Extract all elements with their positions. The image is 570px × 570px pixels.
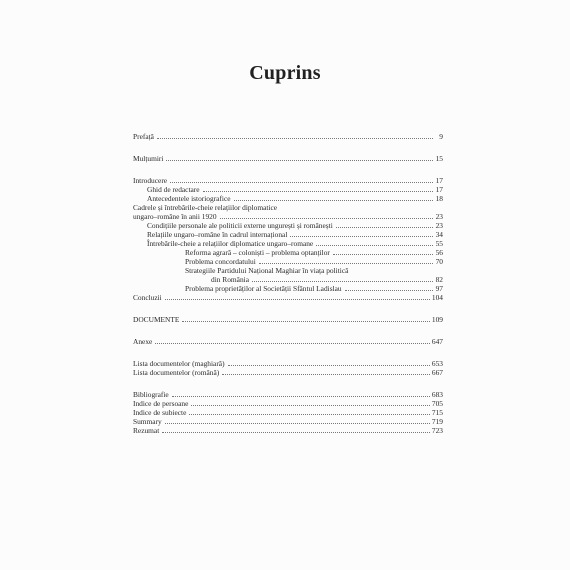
dot-leader (336, 227, 433, 228)
toc-label: Reforma agrară – coloniști – problema optanților (185, 248, 330, 257)
toc-entry-reforma (133, 248, 443, 257)
toc-label: Mulțumiri (133, 154, 164, 163)
toc-page-number: 97 (435, 284, 443, 293)
dot-leader (172, 396, 430, 397)
toc-page-number: 17 (435, 185, 443, 194)
toc-entry-intrebarile (133, 239, 443, 248)
toc-entry-summary (133, 417, 443, 426)
toc-page-number: 719 (431, 417, 443, 426)
dot-leader (228, 365, 430, 366)
toc-entry-bibliografie (133, 390, 443, 399)
dot-leader (345, 290, 433, 291)
toc-page-number: 667 (431, 368, 443, 377)
dot-leader (191, 405, 430, 406)
toc-page-number: 23 (435, 221, 443, 230)
toc-label: Condițiile personale ale politicii externe ungurești și românești (147, 221, 333, 230)
toc-label: DOCUMENTE (133, 315, 180, 324)
toc-label: din România (211, 275, 249, 284)
toc-page-number: 18 (435, 194, 443, 203)
toc-page-number: 82 (435, 275, 443, 284)
dot-leader (234, 200, 433, 201)
dot-leader (259, 263, 433, 264)
dot-leader (155, 343, 430, 344)
toc-label: Problema proprietăților al Societății Sfântul Ladislau (185, 284, 342, 293)
dot-leader (316, 245, 433, 246)
toc-page-number: 723 (431, 426, 443, 435)
toc-label: Indice de subiecte (133, 408, 187, 417)
toc-page-number: 17 (435, 176, 443, 185)
dot-leader (252, 281, 433, 282)
toc-entry-relatiile (133, 230, 443, 239)
dot-leader (220, 218, 433, 219)
toc-entry-lista-romana (133, 368, 443, 377)
toc-entry-indice-persoane (133, 399, 443, 408)
toc-entry-indice-subiecte (133, 408, 443, 417)
toc-label: Anexe (133, 337, 153, 346)
toc-entry-multumiri (133, 154, 443, 163)
dot-leader (189, 414, 430, 415)
dot-leader (165, 423, 430, 424)
toc-entry-introducere (133, 176, 443, 185)
dot-leader (203, 191, 433, 192)
toc-entry-proprietatilor (133, 284, 443, 293)
dot-leader (166, 160, 433, 161)
toc-label: Prefață (133, 132, 154, 141)
toc-entry-concluzii (133, 293, 443, 302)
dot-leader (157, 138, 433, 139)
toc-page-number: 715 (431, 408, 443, 417)
toc-label: ungaro–române în anii 1920 (133, 212, 217, 221)
toc-label: Relațiile ungaro–române în cadrul internațional (147, 230, 288, 239)
dot-leader (222, 374, 430, 375)
toc-entry-lista-maghiara (133, 359, 443, 368)
toc-label: Lista documentelor (maghiară) (133, 359, 225, 368)
toc-label: Indice de persoane (133, 399, 189, 408)
toc-label: Concluzii (133, 293, 162, 302)
toc-page-number: 34 (435, 230, 443, 239)
toc-entry-concordat (133, 257, 443, 266)
toc-page-number: 56 (435, 248, 443, 257)
toc-page-number: 653 (431, 359, 443, 368)
toc-label: Problema concordatului (185, 257, 256, 266)
toc-page-number: 705 (431, 399, 443, 408)
toc-label: Bibliografie (133, 390, 169, 399)
toc-entry-documente (133, 315, 443, 324)
toc-page-number: 9 (439, 132, 443, 141)
toc-label: Summary (133, 417, 162, 426)
dot-leader (182, 321, 430, 322)
dot-leader (290, 236, 433, 237)
toc-page-number: 15 (435, 154, 443, 163)
toc-page-number: 104 (431, 293, 443, 302)
toc-page-number: 647 (431, 337, 443, 346)
toc-label: Rezumat (133, 426, 160, 435)
toc-label: Lista documentelor (română) (133, 368, 220, 377)
toc-entry-cadrele (133, 212, 443, 221)
toc-entry-strategiile-line1: Strategiile Partidului Național Maghiar în viața politică (185, 266, 349, 275)
dot-leader (162, 432, 430, 433)
page-title: Cuprins (249, 62, 321, 84)
toc-entry-rezumat (133, 426, 443, 435)
toc-page-number: 23 (435, 212, 443, 221)
toc-label: Ghid de redactare (147, 185, 200, 194)
toc-page-number: 55 (435, 239, 443, 248)
toc-page-number: 109 (431, 315, 443, 324)
toc-page-number: 70 (435, 257, 443, 266)
toc-page-number: 683 (431, 390, 443, 399)
toc-entry-cadrele-line1: Cadrele și întrebările-cheie relațiilor diplomatice (133, 203, 278, 212)
toc-entry-strategiile (133, 275, 443, 284)
toc-entry-antecedentele (133, 194, 443, 203)
toc-entry-conditiile (133, 221, 443, 230)
dot-leader (333, 254, 433, 255)
toc-label: Întrebările-cheie a relațiilor diplomatice ungaro–romane (147, 239, 314, 248)
toc-entry-prefata (133, 132, 443, 141)
toc-entry-anexe (133, 337, 443, 346)
toc-label: Introducere (133, 176, 168, 185)
dot-leader (165, 299, 430, 300)
table-of-contents (133, 132, 443, 435)
toc-entry-ghid (133, 185, 443, 194)
toc-label: Antecedentele istoriografice (147, 194, 231, 203)
dot-leader (170, 182, 433, 183)
